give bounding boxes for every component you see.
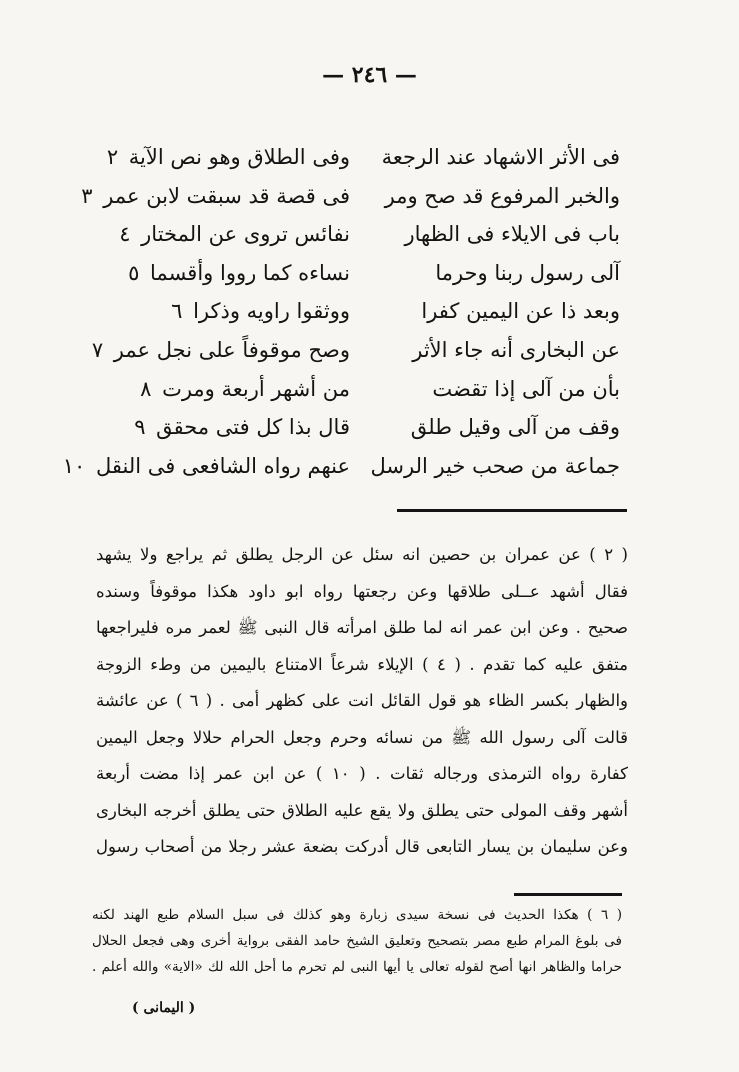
verse	[100, 254, 620, 293]
verse-first-hemistich: بأن من آلى إذا تقضت	[432, 376, 620, 401]
note-line: ( ٢ ) عن عمران بن حصين انه سئل عن الرجل يطلق ثم يراجع ولا يشهد	[96, 545, 628, 564]
verse-number: ٧	[91, 337, 104, 362]
verse-text: ووثقوا راويه وذكرا	[193, 299, 350, 324]
verse-number: ٦	[171, 299, 183, 324]
poem-verses	[62, 138, 620, 485]
footnote-line: فى بلوغ المرام طبع مصر بتصحيح وتعليق الشيخ حامد الفقى برواية أخرى وهى فجعل الحلال	[92, 933, 622, 949]
verse-second-hemistich	[100, 215, 350, 254]
verse	[100, 215, 620, 254]
verse-first-hemistich: والخبر المرفوع قد صح ومر	[384, 183, 620, 208]
commentary-notes	[96, 537, 628, 866]
verse	[100, 408, 620, 447]
verse	[100, 370, 620, 409]
verse-text: وصح موقوفاً على نجل عمر	[113, 337, 350, 362]
verse-first-hemistich: وقف من آلى وقيل طلق	[410, 415, 620, 440]
verse-number: ٥	[128, 260, 140, 285]
verse-second-hemistich	[81, 177, 350, 216]
note-line: أشهر وقف المولى حتى يطلق ولا يقع عليه الطلاق حتى يطلق أخرجه البخارى	[96, 800, 628, 820]
verse-second-hemistich	[100, 138, 350, 177]
verse	[91, 331, 620, 370]
verse-text: من أشهر أربعة ومرت	[162, 376, 350, 401]
verse	[100, 138, 620, 177]
verse	[81, 177, 620, 216]
verse-text: وفى الطلاق وهو نص الآية	[128, 145, 350, 169]
verse-number: ١٠	[62, 453, 86, 478]
verse-second-hemistich	[100, 408, 350, 447]
verse-number: ٨	[140, 376, 152, 401]
footnote	[92, 902, 622, 980]
note-line: وعن سليمان بن يسار التابعى قال أدركت بضعة عشر رجلا من أصحاب رسول	[96, 837, 628, 856]
verse-text: قال بذا كل فتى محقق	[156, 415, 350, 440]
verse	[100, 292, 620, 331]
verse-first-hemistich: وبعد ذا عن اليمين كفرا	[421, 299, 620, 324]
verse-text: فى قصة قد سبقت لابن عمر	[103, 183, 350, 208]
verse	[62, 447, 620, 486]
verse-second-hemistich	[100, 370, 350, 409]
note-line: والظهار بكسر الظاء هو قول القائل انت على كظهر أمى . ( ٦ ) عن عائشة	[96, 691, 628, 710]
footnote-signature: ( اليمانى )	[132, 1000, 196, 1016]
verse-second-hemistich	[100, 292, 350, 331]
verse-second-hemistich	[91, 331, 350, 370]
verse-first-hemistich: فى الأثر الاشهاد عند الرجعة	[381, 145, 620, 169]
verse-second-hemistich	[100, 254, 350, 293]
note-line: كفارة رواه الترمذى ورجاله ثقات . ( ١٠ ) عن ابن عمر إذا مضت أربعة	[96, 764, 628, 783]
verse-number: ٩	[134, 415, 146, 440]
verse-text: نفائس تروى عن المختار	[141, 222, 350, 247]
page-number: — ٢٤٦ —	[322, 62, 417, 88]
verse-first-hemistich: عن البخارى أنه جاء الأثر	[412, 337, 620, 362]
note-line: فقال أشهد عــلى طلاقها وعن رجعتها رواه ابو داود هكذا موقوفاً وسنده	[96, 581, 628, 601]
verse-first-hemistich: باب فى الايلاء فى الظهار	[404, 222, 620, 247]
note-line: قالت آلى رسول الله ﷺ من نسائه وحرم وجعل الحرام حلالا وجعل اليمين	[96, 727, 628, 747]
footnote-divider	[514, 893, 622, 896]
verse-number: ٤	[119, 222, 131, 247]
verse-first-hemistich: آلى رسول ربنا وحرما	[435, 260, 620, 285]
verse-number: ٢	[106, 145, 119, 169]
section-divider	[397, 509, 627, 512]
verse-text: نساءه كما رووا وأقسما	[150, 260, 350, 285]
note-line: متفق عليه كما تقدم . ( ٤ ) الإيلاء شرعاً الامتناع باليمين من وطء الزوجة	[96, 654, 628, 674]
verse-text: عنهم رواه الشافعى فى النقل	[95, 453, 350, 478]
verse-first-hemistich: جماعة من صحب خير الرسل	[370, 453, 620, 478]
verse-second-hemistich	[62, 447, 350, 486]
verse-number: ٣	[81, 183, 93, 208]
note-line: صحيح . وعن ابن عمر انه لما طلق امرأته قال النبى ﷺ لعمر مره فليراجعها	[96, 618, 628, 637]
footnote-line: ( ٦ ) هكذا الحديث فى نسخة سيدى زبارة وهو كذلك فى سبل السلام طبع الهند لكنه	[92, 907, 622, 923]
footnote-line: حراما والظاهر انها أصح لقوله تعالى يا أيها النبى لم تحرم ما أحل الله لك «الاية» والله أعلم .	[92, 959, 622, 975]
